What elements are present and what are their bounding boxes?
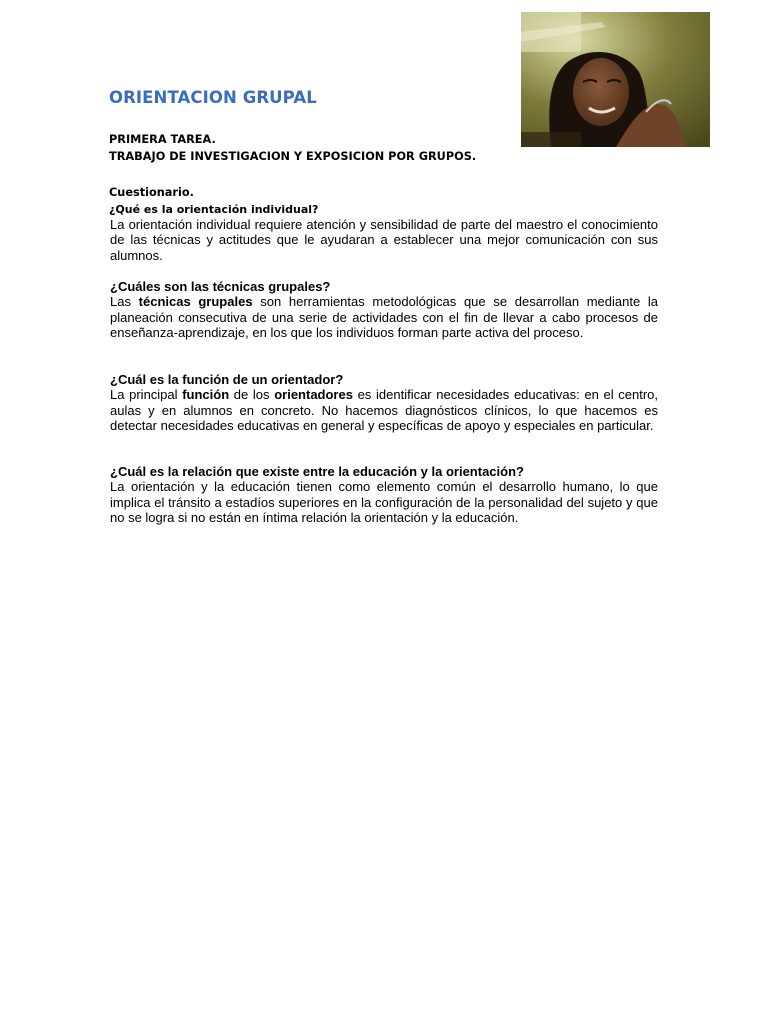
section-3 bbox=[110, 372, 658, 434]
questionnaire-heading: Cuestionario. bbox=[109, 186, 194, 199]
answer-3-post: es identificar necesidades educativas: en el centro, aulas y en alumnos en concreto. No hacemos diagnósticos clínicos, lo que hacemos es detectar necesidades educativas en general y específicas de apoyo y especiales en particular. bbox=[110, 387, 659, 434]
question-1: ¿Qué es la orientación individual? bbox=[109, 203, 319, 216]
answer-3-pre: La principal bbox=[110, 387, 183, 403]
answer-2-bold: técnicas grupales bbox=[138, 294, 253, 310]
answer-3-bold-1: función bbox=[182, 387, 230, 403]
answer-3-bold-2: orientadores bbox=[274, 387, 353, 403]
question-2: ¿Cuáles son las técnicas grupales? bbox=[110, 279, 331, 294]
answer-3-text bbox=[110, 387, 658, 433]
answer-3-mid: de los bbox=[229, 387, 275, 403]
portrait-photo bbox=[521, 12, 710, 147]
question-4: ¿Cuál es la relación que existe entre la educación y la orientación? bbox=[110, 464, 524, 479]
answer-1-text: La orientación individual requiere atención y sensibilidad de parte del maestro el conocimiento de las técnicas y actitudes que le ayudaran a establecer una mejor comunicación con sus alumnos. bbox=[110, 217, 658, 263]
section-2 bbox=[110, 279, 658, 341]
task-heading: PRIMERA TAREA. bbox=[109, 133, 216, 146]
question-3: ¿Cuál es la función de un orientador? bbox=[110, 372, 344, 387]
answer-2-post: son herramientas metodológicas que se desarrollan mediante la planeación consecutiva de una serie de actividades con el fin de llevar a cabo procesos de enseñanza-aprendizaje, en los que los individuos forman parte activa del proceso. bbox=[110, 294, 659, 341]
section-4 bbox=[110, 464, 658, 526]
answer-2-pre: Las bbox=[110, 294, 139, 310]
subtitle-heading: TRABAJO DE INVESTIGACION Y EXPOSICION POR GRUPOS. bbox=[109, 150, 477, 163]
answer-4-text: La orientación y la educación tienen como elemento común el desarrollo humano, lo que implica el tránsito a estadíos superiores en la configuración de la personalidad del sujeto y que no se logra si no están en íntima relación la orientación y la educación. bbox=[110, 479, 658, 526]
answer-1 bbox=[110, 217, 658, 263]
answer-2-text bbox=[110, 294, 658, 340]
page-title: ORIENTACION GRUPAL bbox=[109, 88, 317, 107]
